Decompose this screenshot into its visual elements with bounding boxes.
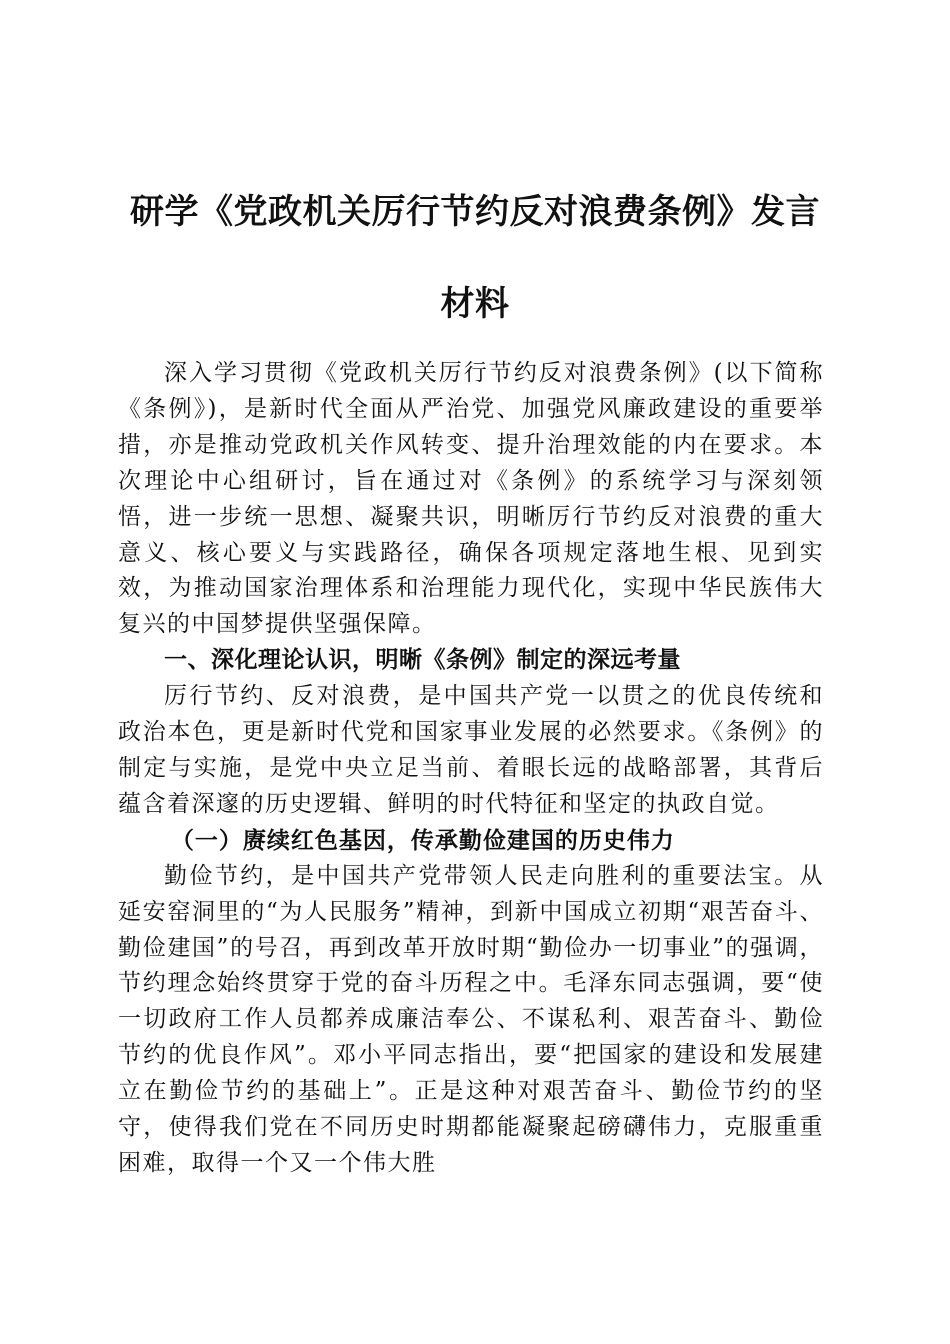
subsection-1-paragraph: 勤俭节约，是中国共产党带领人民走向胜利的重要法宝。从延安窑洞里的“为人民服务”精神，到新中国成立初期“艰苦奋斗、勤俭建国”的号召，再到改革开放时期“勤俭办一切事业”的强调，节约理念始终贯穿于党的奋斗历程之中。毛泽东同志强调，要“使一切政府工作人员都养成廉洁奉公、不谋私利、艰苦奋斗、勤俭节约的优良作风”。邓小平同志指出，要“把国家的建设和发展建立在勤俭节约的基础上”。正是这种对艰苦奋斗、勤俭节约的坚守，使得我们党在不同历史时期都能凝聚起磅礴伟力，克服重重困难，取得一个又一个伟大胜 [118, 862, 824, 1176]
document-title: 研学《党政机关厉行节约反对浪费条例》发言材料 [130, 192, 820, 324]
section-1-paragraph: 厉行节约、反对浪费，是中国共产党一以贯之的优良传统和政治本色，更是新时代党和国家事业发展的必然要求。《条例》的制定与实施，是党中央立足当前、着眼长远的战略部署，其背后蕴含着深邃的历史逻辑、鲜明的时代特征和坚定的执政自觉。 [118, 683, 824, 817]
subsection-heading-1: （一）赓续红色基因，传承勤俭建国的历史伟力 [170, 826, 675, 854]
document-body [118, 356, 824, 1182]
section-heading-1: 一、深化理论认识，明晰《条例》制定的深远考量 [164, 647, 681, 674]
intro-paragraph: 深入学习贯彻《党政机关厉行节约反对浪费条例》(以下简称《条例》)，是新时代全面从严治党、加强党风廉政建设的重要举措，亦是推动党政机关作风转变、提升治理效能的内在要求。本次理论中心组研讨，旨在通过对《条例》的系统学习与深刻领悟，进一步统一思想、凝聚共识，明晰厉行节约反对浪费的重大意义、核心要义与实践路径，确保各项规定落地生根、见到实效，为推动国家治理体系和治理能力现代化，实现中华民族伟大复兴的中国梦提供坚强保障。 [118, 360, 824, 638]
